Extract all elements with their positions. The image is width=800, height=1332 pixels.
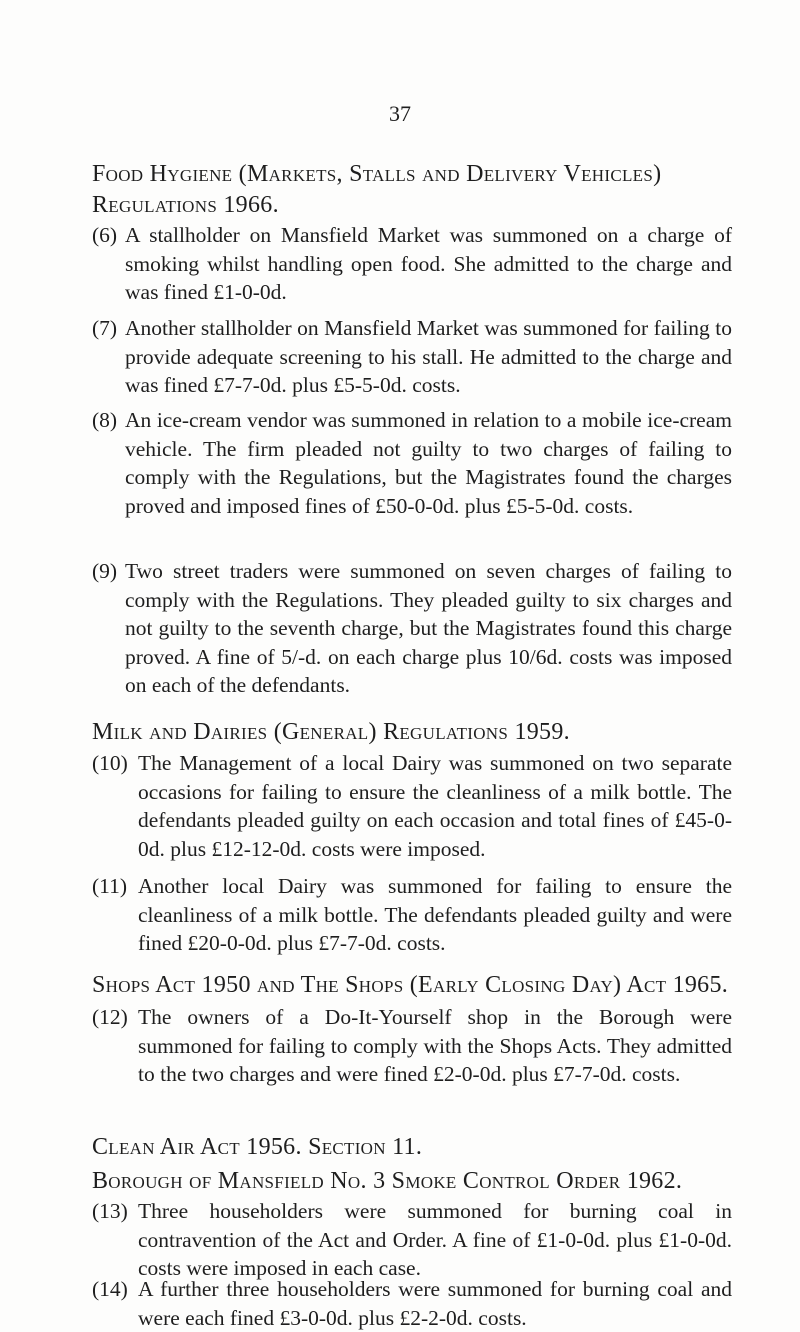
section-heading: Food Hygiene (Markets, Stalls and Delivery Vehicles) (92, 161, 662, 187)
list-item (92, 314, 732, 400)
item-number: (11) (92, 874, 128, 898)
list-item (92, 221, 732, 307)
item-text: Three householders were summoned for burning coal in contravention of the Act and Order. A fine of £1-0-0d. plus £1-0-0d. costs were imposed in each case. (138, 1199, 732, 1280)
item-text: A further three householders were summoned for burning coal and were each fined £3-0-0d. plus £2-2-0d. costs. (138, 1277, 732, 1330)
item-text: Another stallholder on Mansfield Market was summoned for failing to provide adequate screening to his stall. He admitted to the charge and was fined £7-7-0d. plus £5-5-0d. costs. (125, 316, 732, 397)
item-number: (8) (92, 408, 118, 432)
item-number: (10) (92, 751, 128, 775)
page-number: 37 (389, 101, 411, 126)
list-item (92, 872, 732, 958)
section-heading: Milk and Dairies (General) Regulations 1959. (92, 719, 570, 745)
item-number: (14) (92, 1277, 128, 1301)
section-subheading: Borough of Mansfield No. 3 Smoke Control Order 1962. (92, 1168, 683, 1194)
item-text: Two street traders were summoned on seven charges of failing to comply with the Regulations. They pleaded guilty to six charges and not guilty to the seventh charge, but the Magistrates found this charge proved. A fine of 5/-d. on each charge plus 10/6d. costs was imposed on each of the defendants. (125, 559, 732, 697)
item-text: A stallholder on Mansfield Market was summoned on a charge of smoking whilst handling open food. She admitted to the charge and was fined £1-0-0d. (125, 223, 732, 304)
item-text: Another local Dairy was summoned for failing to ensure the cleanliness of a milk bottle. The defendants pleaded guilty and were fined £20-0-0d. plus £7-7-0d. costs. (138, 874, 732, 955)
section-heading: Shops Act 1950 and The Shops (Early Closing Day) Act 1965. (92, 972, 729, 998)
list-item (92, 1003, 732, 1089)
list-item (92, 1275, 732, 1332)
list-item (92, 406, 732, 520)
item-text: The owners of a Do-It-Yourself shop in the Borough were summoned for failing to comply with the Shops Acts. They admitted to the two charges and were fined £2-0-0d. plus £7-7-0d. costs. (138, 1005, 732, 1086)
item-number: (6) (92, 223, 118, 247)
section-subheading: Regulations 1966. (92, 192, 279, 218)
item-number: (13) (92, 1199, 128, 1223)
list-item (92, 1197, 732, 1283)
section-heading: Clean Air Act 1956. Section 11. (92, 1134, 423, 1160)
list-item (92, 557, 732, 700)
item-number: (7) (92, 316, 118, 340)
item-text: An ice-cream vendor was summoned in relation to a mobile ice-cream vehicle. The firm pleaded not guilty to two charges of failing to comply with the Regulations, but the Magistrates found the charges proved and imposed fines of £50-0-0d. plus £5-5-0d. costs. (125, 408, 732, 518)
list-item (92, 749, 732, 863)
item-number: (9) (92, 559, 118, 583)
item-text: The Management of a local Dairy was summoned on two separate occasions for failing to ensure the cleanliness of a milk bottle. The defendants pleaded guilty on each occasion and total fines of £45-0-0d. plus £12-12-0d. costs were imposed. (138, 751, 732, 861)
item-number: (12) (92, 1005, 128, 1029)
